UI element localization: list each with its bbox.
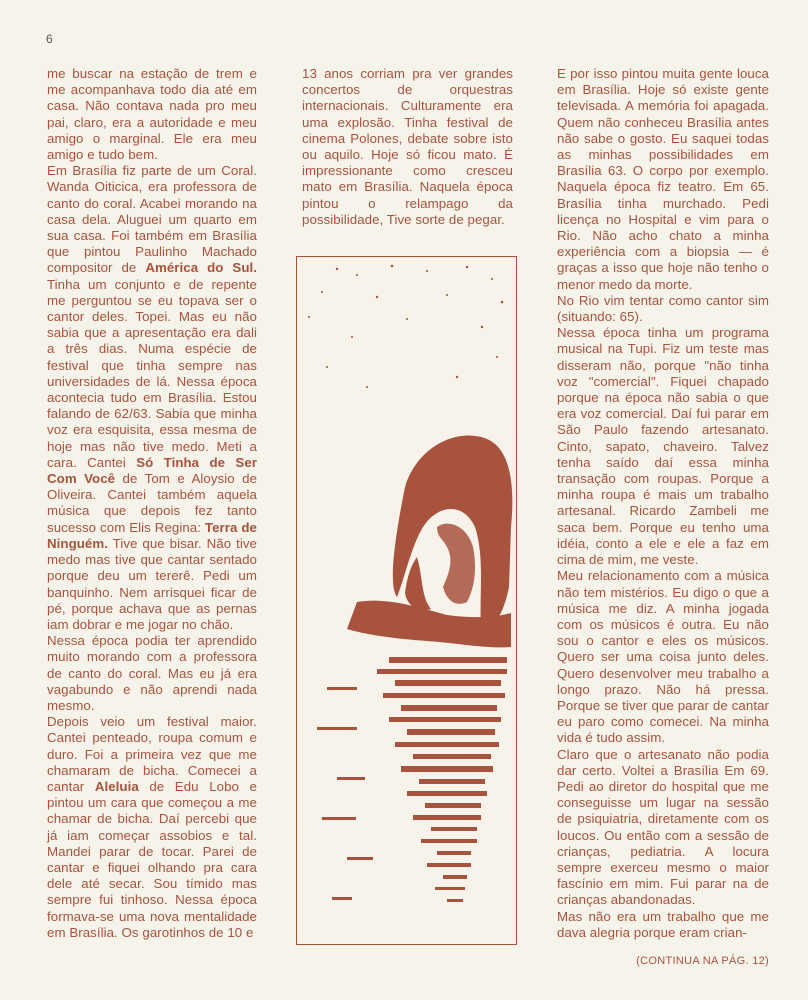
paragraph-text: Tive que bisar. Não tive medo mas tive que cantar sentado porque deu um tererê. Pedi um banquinho. Nem arrisquei ficar de pé, porque achava que as pernas iam dobrar e me jogar no chão.: [47, 535, 257, 632]
paragraph-text: Depois veio um festival maior. Cantei penteado, roupa comum e duro. Foi a primeira vez que me chamaram de bicha. Comecei a cantar: [47, 714, 257, 794]
paragraph: Nessa época podia ter aprendido muito morando com a professora de canto do coral. Mas eu já era vagabundo e não aprendi nada mesmo.: [47, 633, 257, 713]
paragraph: E por isso pintou muita gente louca em Brasília. Hoje só existe gente televisada. A memória foi apagada. Quem não conheceu Brasília antes não sabe o gosto. Eu saquei todas as minhas possibilidades em Brasília 63. O corpo por exemplo. Naquela época fiz teatro. Em 65. Brasília tinha murchado. Pedi licença no Hospital e vim para o Rio. Não acho chato a minha experiência com a biopsia — é graças a isso que hoje não tenho o menor medo da morte.: [557, 66, 769, 292]
paragraph: Nessa época tinha um programa musical na Tupi. Fiz um teste mas disseram não, porque "não tinha voz "comercial". Fiquei chapado porque na época não sabia o que era voz comercial. Daí fui parar em São Paulo fazendo artesanato. Cinto, sapato, chaveiro. Talvez tenha saído daí essa minha transação com roupas. Porque a minha roupa é mais um trabalho artesanal. Ricardo Zambeli me saca bem. Porque eu tenho uma idéia, conto a ele e ele a faz em cima de mim, me veste.: [557, 325, 769, 568]
paragraph: [47, 163, 257, 633]
paragraph: No Rio vim tentar como cantor sim (situando: 65).: [557, 292, 769, 325]
article-column-1: [47, 66, 257, 941]
continued-note: (CONTINUA NA PÁG. 12): [636, 955, 769, 967]
paragraph-text: Tinha um conjunto e de repente me perguntou se eu topava ser o cantor deles. Topei. Mas eu não sabia que a apresentação era dali a três dias. Numa espécie de festival que tinha sempre nas universidades de lá. Nessa época acontecia tudo em Brasília. Estou falando de 62/63. Sabia que minha voz era esquisita, essa mesma de hoje mas não tive medo. Meti a cara. Cantei: [47, 276, 257, 470]
song-title: Terra de Ninguém.: [47, 519, 257, 551]
paragraph: Mas não era um trabalho que me dava alegria porque eram crian-: [557, 908, 769, 940]
article-column-2: [302, 66, 513, 228]
paragraph: Meu relacionamento com a música não tem mistérios. Eu digo o que a música me diz. A minha jogada com os músicos é outra. Eu não sou o cantor e eles os músicos. Quero ser uma coisa junto deles. Quero desenvolver meu trabalho a longo prazo. Não há pressa. Porque se tiver que parar de cantar eu paro como comecei. Na minha vida é tudo assim.: [557, 568, 769, 746]
paragraph: [47, 714, 257, 941]
paragraph: me buscar na estação de trem e me acompanhava todo dia até em casa. Não contava nada pro meu pai, claro, era a autoridade e meu amigo o marginal. Ele era meu amigo e tudo bem.: [47, 66, 257, 163]
paragraph-text: Em Brasília fiz parte de um Coral. Wanda Oiticica, era professora de canto do coral. Acabei morando na casa dela. Aluguei um quarto em sua casa. Foi também em Brasília que pintou Paulinho Machado compositor de: [47, 163, 257, 276]
paragraph-text: de Tom e Aloysio de Oliveira. Cantei também aquela música que depois fez tanto sucesso com Elis Regina:: [47, 471, 257, 535]
paragraph-text: de Edu Lobo e pintou um cara que começou a me chamar de bicha. Daí percebi que já iam começar assobios e tal. Mandei parar de tocar. Parei de cantar e fiquei olhando pra cara dele até secar. Sou tímido mas sempre fui tinhoso. Nessa época formava-se uma nova mentalidade em Brasília. Os garotinhos de 10 e: [47, 778, 257, 940]
page-number: 6: [46, 32, 53, 46]
article-column-3: [557, 66, 769, 941]
paragraph: 13 anos corriam pra ver grandes concertos de orquestras internacionais. Culturamente era uma explosão. Tinha festival de cinema Polones, debate sobre isto ou aquilo. Hoje só ficou mato. É impressionante como cresceu mato em Brasília. Naquela época pintou o relampago da possibilidade, Tive sorte de pegar.: [302, 66, 513, 227]
song-title: América do Sul.: [145, 260, 257, 276]
paragraph: Claro que o artesanato não podia dar certo. Voltei a Brasília Em 69. Pedi ao diretor do hospital que me conseguisse um lugar na sessão de psiquiatria, diretamente com os loucos. Ou então com a sessão de crianças, pediatria. A locura sempre exerceu mesmo o maior fascínio em mim. Fui parar na de crianças abandonadas.: [557, 746, 769, 908]
song-title: Só Tinha de Ser Com Você: [47, 454, 257, 487]
portrait-graphic: [297, 257, 517, 945]
song-title: Aleluia: [94, 778, 139, 794]
portrait-illustration: [296, 256, 517, 945]
